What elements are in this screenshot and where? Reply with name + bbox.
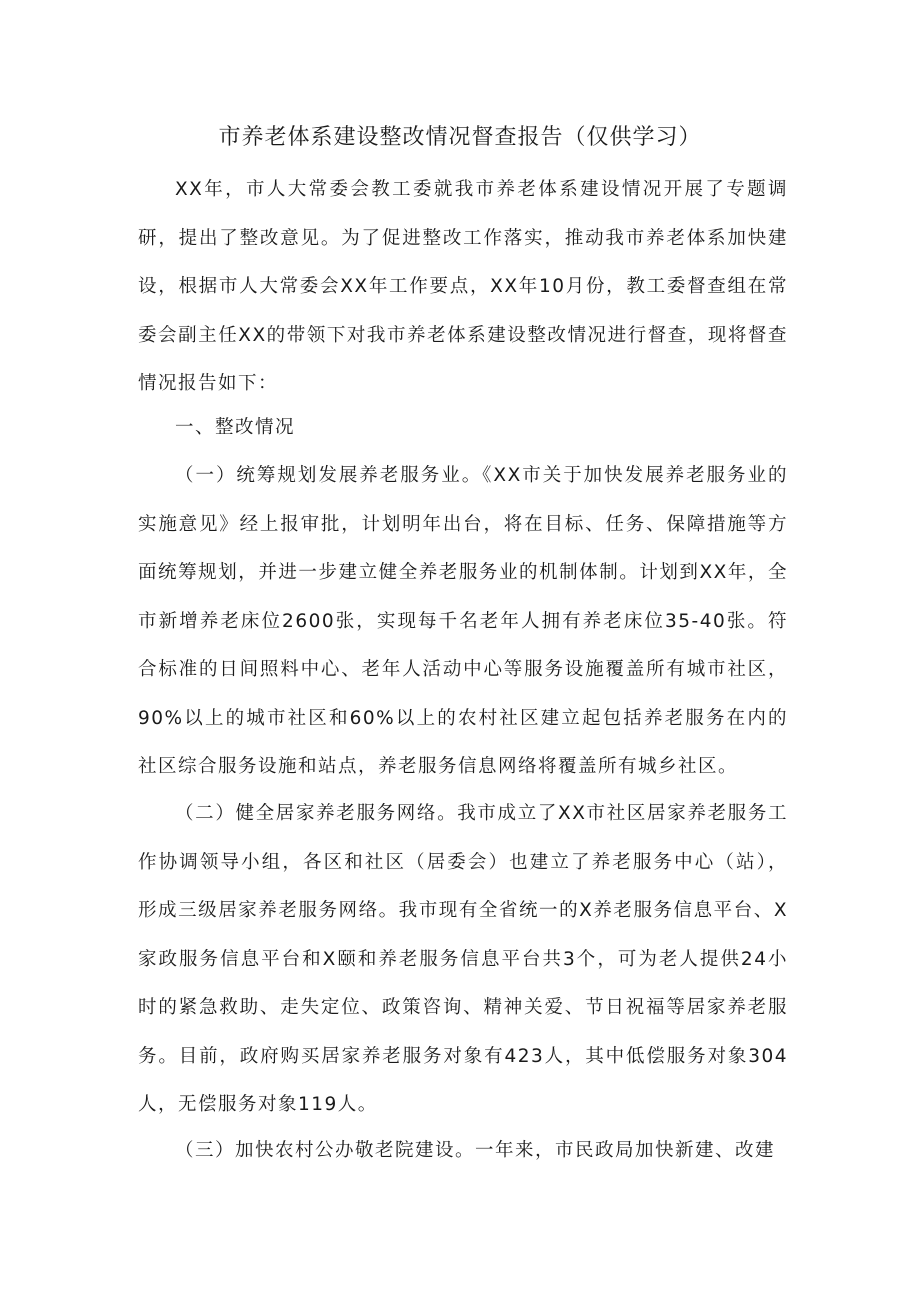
section-heading: 一、整改情况 xyxy=(175,417,296,438)
subsection-paragraph-2: （二）健全居家养老服务网络。我市成立了XX市社区居家养老服务工作协调领导小组，各区和社区（居委会）也建立了养老服务中心（站），形成三级居家养老服务网络。我市现有全省统一的X养老服务信息平台、X家政服务信息平台和X颐和养老服务信息平台共3个，可为老人提供24小时的紧急救助、走失定位、政策咨询、精神关爱、节日祝福等居家养老服务。目前，政府购买居家养老服务对象有423人，其中低偿服务对象304人，无偿服务对象119人。 xyxy=(138,803,788,1115)
subsection-paragraph-1: （一）统筹规划发展养老服务业。《XX市关于加快发展养老服务业的实施意见》经上报审批，计划明年出台，将在目标、任务、保障措施等方面统筹规划，并进一步建立健全养老服务业的机制体制。计划到XX年，全市新增养老床位2600张，实现每千名老年人拥有养老床位35-40张。符合标准的日间照料中心、老年人活动中心等服务设施覆盖所有城市社区，90%以上的城市社区和60%以上的农村社区建立起包括养老服务在内的社区综合服务设施和站点，养老服务信息网络将覆盖所有城乡社区。 xyxy=(138,465,788,777)
document-title: 市养老体系建设整改情况督查报告（仅供学习） xyxy=(218,125,702,150)
subsection-paragraph-3: （三）加快农村公办敬老院建设。一年来，市民政局加快新建、改建 xyxy=(175,1140,776,1161)
intro-paragraph: XX年，市人大常委会教工委就我市养老体系建设情况开展了专题调研，提出了整改意见。为了促进整改工作落实，推动我市养老体系加快建设，根据市人大常委会XX年工作要点，XX年10月份，教工委督查组在常委会副主任XX的带领下对我市养老体系建设整改情况进行督查，现将督查情况报告如下： xyxy=(138,179,788,394)
